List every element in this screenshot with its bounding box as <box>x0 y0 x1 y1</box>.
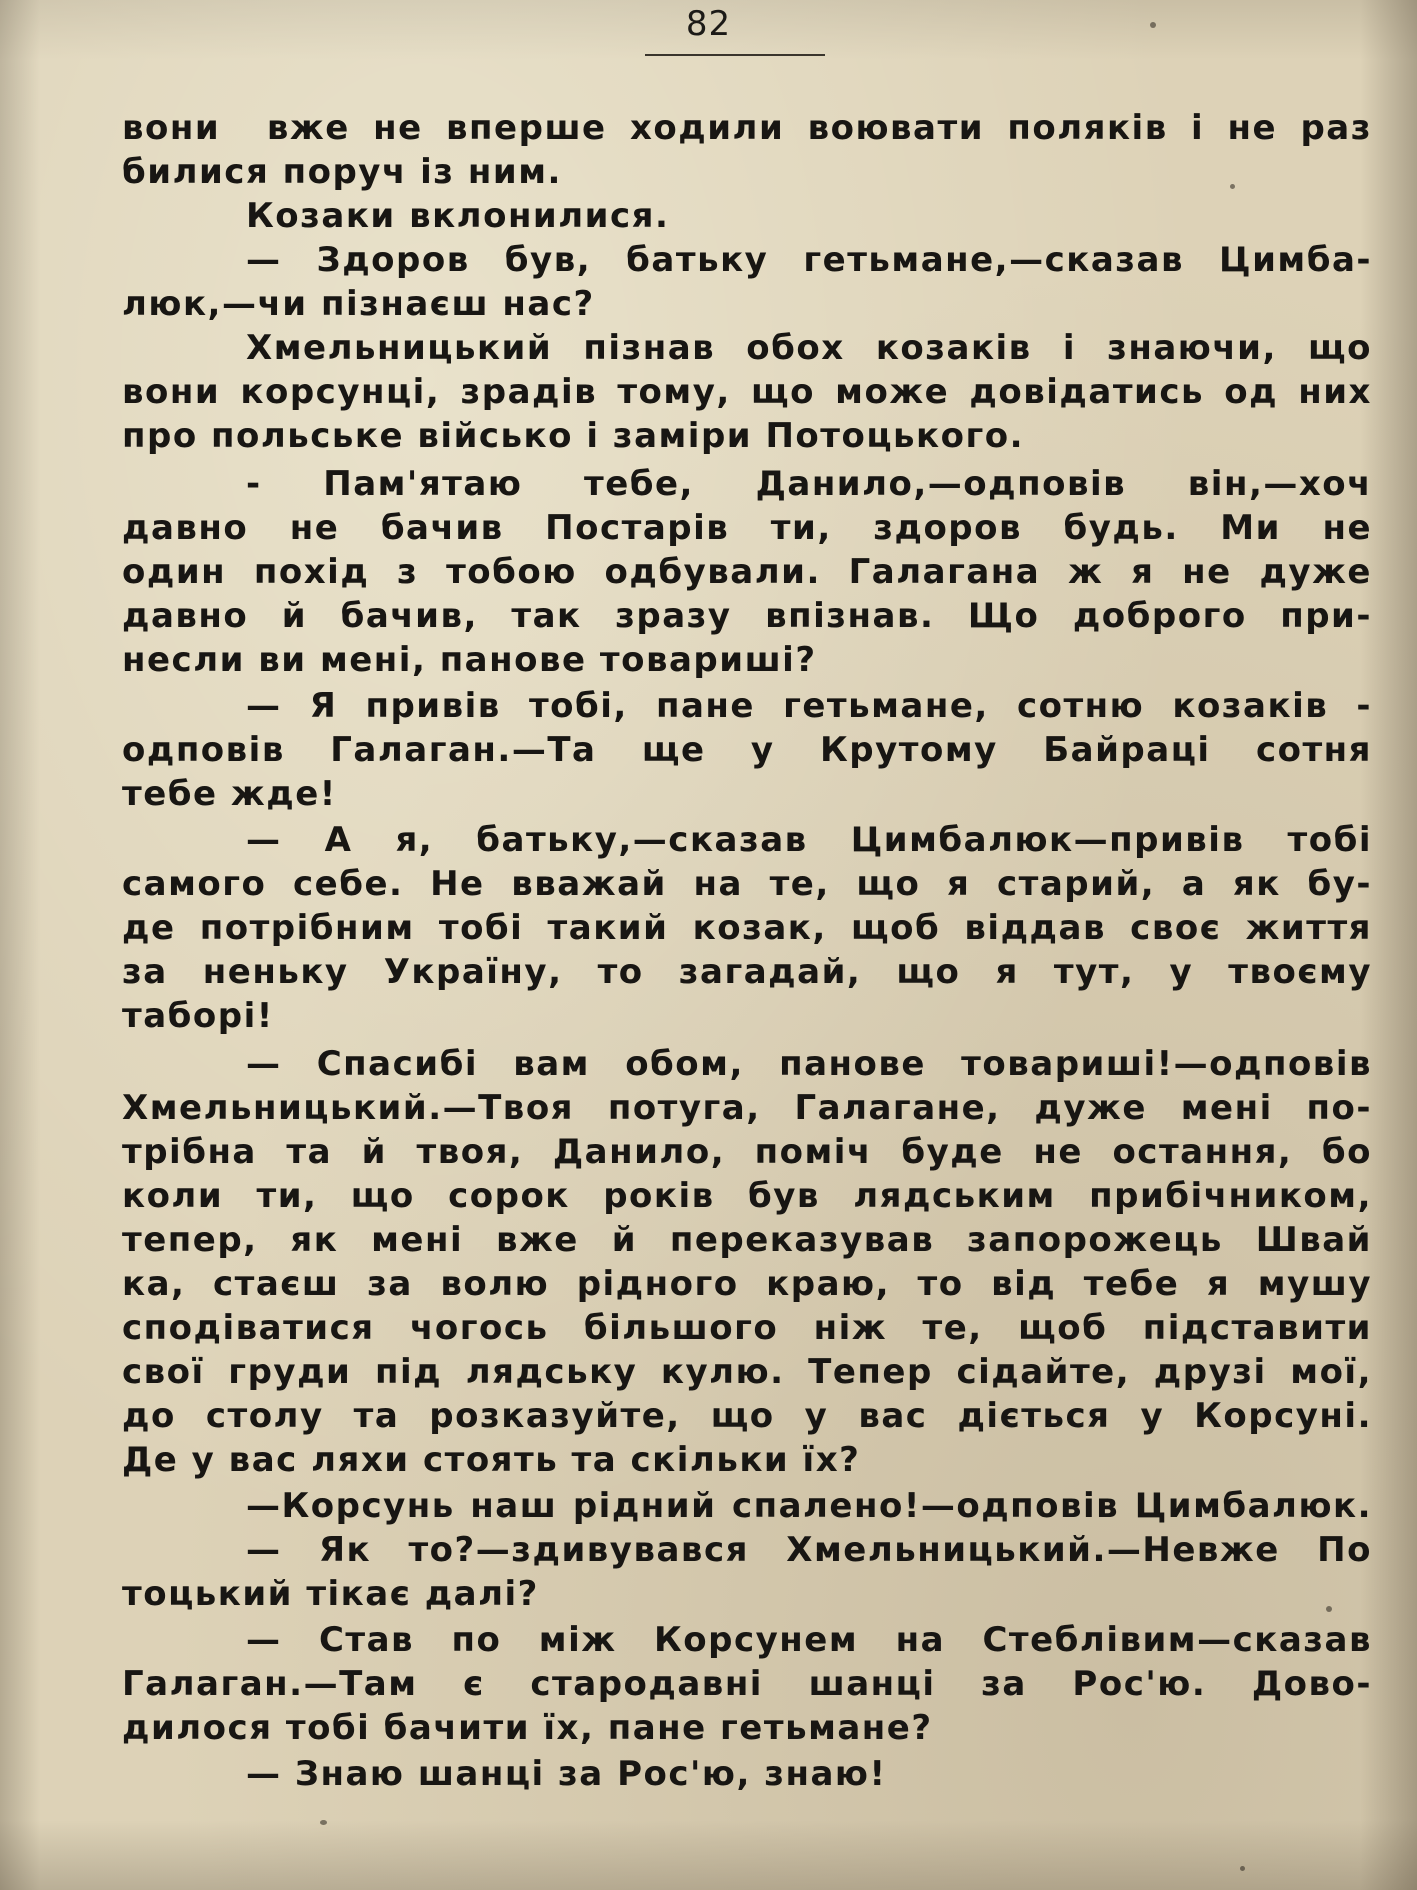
text-line: один похід з тобою одбували. Галагана ж я не дуже <box>122 552 1372 592</box>
header-rule <box>645 54 825 56</box>
paper-speck <box>1150 22 1156 28</box>
text-line: самого себе. Не вважай на те, що я старий, а як бу- <box>122 864 1372 904</box>
text-line: Галаган.—Там є стародавні шанці за Рос'ю. Дово- <box>122 1664 1372 1704</box>
text-line: — Знаю шанці за Рос'ю, знаю! <box>246 1754 887 1794</box>
text-line: за неньку Україну, то загадай, що я тут, у твоєму <box>122 952 1372 992</box>
text-line: — А я, батьку,—сказав Цимбалюк—привів тобі <box>246 820 1372 860</box>
text-line: про польське військо і заміри Потоцького. <box>122 416 1025 456</box>
text-line: билися поруч із ним. <box>122 152 562 192</box>
text-line: тепер, як мені вже й переказував запорожець Швай <box>122 1220 1372 1260</box>
paper-speck <box>1326 1606 1332 1612</box>
text-line: люк,—чи пізнаєш нас? <box>122 284 595 324</box>
text-line: тоцький тікає далі? <box>122 1574 539 1614</box>
text-line: сподіватися чогось більшого ніж те, щоб підставити <box>122 1308 1372 1348</box>
text-line: таборі! <box>122 996 274 1036</box>
text-line: дилося тобі бачити їх, пане гетьмане? <box>122 1708 933 1748</box>
paper-speck <box>1230 184 1235 189</box>
text-line: — Здоров був, батьку гетьмане,—сказав Цимба- <box>246 240 1372 280</box>
text-line: Хмельницький пізнав обох козаків і знаючи, що <box>246 328 1372 368</box>
page-number: 82 <box>685 4 732 44</box>
text-line: - Пам'ятаю тебе, Данило,—одповів він,—хоч <box>246 464 1372 504</box>
text-line: давно й бачив, так зразу впізнав. Що доброго при- <box>122 596 1372 636</box>
paper-speck <box>320 1820 327 1825</box>
text-line: коли ти, що сорок років був лядським прибічником, <box>122 1176 1372 1216</box>
text-line: Хмельницький.—Твоя потуга, Галагане, дуже мені по- <box>122 1088 1372 1128</box>
paper-speck <box>1240 1866 1245 1871</box>
text-line: Де у вас ляхи стоять та скільки їх? <box>122 1440 861 1480</box>
text-line: вони корсунці, зрадів тому, що може довідатись од них <box>122 372 1372 412</box>
text-line: давно не бачив Постарів ти, здоров будь. Ми не <box>122 508 1372 548</box>
text-line: — Став по між Корсунем на Стеблівим—сказав <box>246 1620 1372 1660</box>
text-line: — Спасибі вам обом, панове товариші!—одповів <box>246 1044 1372 1084</box>
text-line: —Корсунь наш рідний спалено!—одповів Цимбалюк. <box>246 1486 1372 1526</box>
text-line: вони вже не вперше ходили воювати поляків і не раз <box>122 108 1372 148</box>
text-line: несли ви мені, панове товариші? <box>122 640 817 680</box>
text-line: — Як то?—здивувався Хмельницький.—Невже По <box>246 1530 1372 1570</box>
text-line: свої груди під лядську кулю. Тепер сідайте, друзі мої, <box>122 1352 1372 1392</box>
text-line: трібна та й твоя, Данило, поміч буде не остання, бо <box>122 1132 1372 1172</box>
text-line: ка, стаєш за волю рідного краю, то від тебе я мушу <box>122 1264 1372 1304</box>
text-line: одповів Галаган.—Та ще у Крутому Байраці сотня <box>122 730 1372 770</box>
text-line: тебе жде! <box>122 774 337 814</box>
text-line: де потрібним тобі такий козак, щоб віддав своє життя <box>122 908 1372 948</box>
text-line: — Я привів тобі, пане гетьмане, сотню козаків - <box>246 686 1372 726</box>
text-line: Козаки вклонилися. <box>246 196 670 236</box>
text-line: до столу та розказуйте, що у вас діється у Корсуні. <box>122 1396 1372 1436</box>
